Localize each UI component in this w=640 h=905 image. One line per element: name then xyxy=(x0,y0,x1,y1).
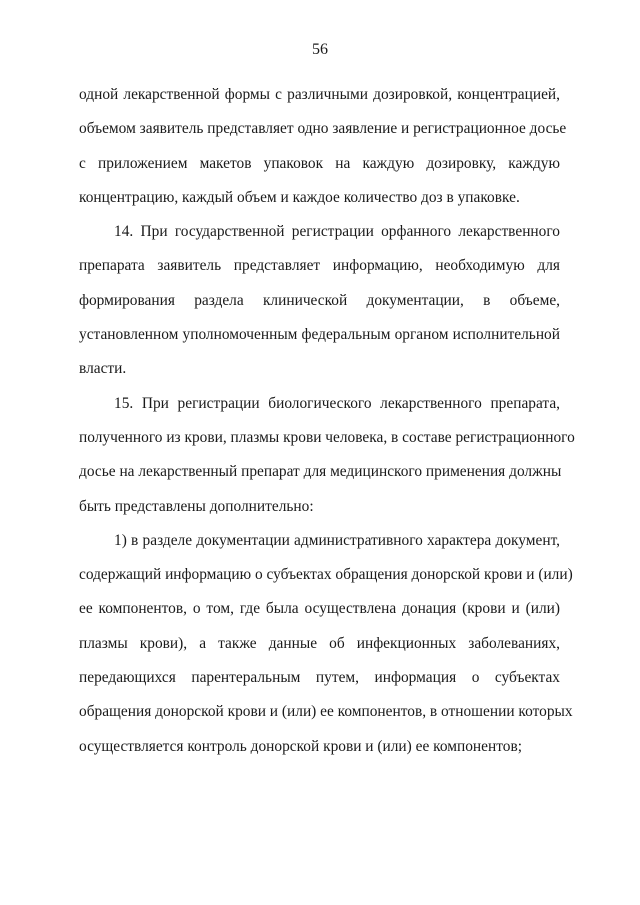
document-body xyxy=(79,78,575,764)
text-line: быть представлены дополнительно: xyxy=(79,497,314,515)
text-line: плазмы крови), а также данные об инфекционных заболеваниях, xyxy=(79,634,560,652)
text-line: одной лекарственной формы с различными дозировкой, концентрацией, xyxy=(79,86,560,103)
text-line: 1) в разделе документации административного характера документ, xyxy=(114,531,560,549)
text-line: обращения донорской крови и (или) ее компонентов, в отношении которых xyxy=(79,703,573,721)
text-line: досье на лекарственный препарат для медицинского применения должны xyxy=(79,463,562,481)
text-line: установленном уполномоченным федеральным органом исполнительной xyxy=(79,326,560,344)
text-line: концентрацию, каждый объем и каждое количество доз в упаковке. xyxy=(79,188,520,206)
text-line: 15. При регистрации биологического лекарственного препарата, xyxy=(114,394,560,412)
paragraph-15-item-1 xyxy=(79,524,573,764)
text-line: осуществляется контроль донорской крови и (или) ее компонентов; xyxy=(79,737,522,755)
text-line: 14. При государственной регистрации орфанного лекарственного xyxy=(114,223,560,241)
text-line: власти. xyxy=(79,360,127,378)
paragraph-continuation xyxy=(79,78,567,215)
text-line: формирования раздела клинической документации, в объеме, xyxy=(79,291,560,309)
page-number: 56 xyxy=(312,41,328,58)
text-line: с приложением макетов упаковок на каждую дозировку, каждую xyxy=(79,154,560,172)
text-line: ее компонентов, о том, где была осуществлена донация (крови и (или) xyxy=(79,600,560,618)
text-line: объемом заявитель представляет одно заявление и регистрационное досье xyxy=(79,120,567,138)
paragraph-15 xyxy=(79,387,575,524)
text-line: передающихся парентеральным путем, информация о субъектах xyxy=(79,669,560,687)
text-line: полученного из крови, плазмы крови человека, в составе регистрационного xyxy=(79,428,575,446)
text-line: препарата заявитель представляет информацию, необходимую для xyxy=(79,257,560,275)
text-line: содержащий информацию о субъектах обращения донорской крови и (или) xyxy=(79,566,573,584)
paragraph-14 xyxy=(79,215,560,386)
